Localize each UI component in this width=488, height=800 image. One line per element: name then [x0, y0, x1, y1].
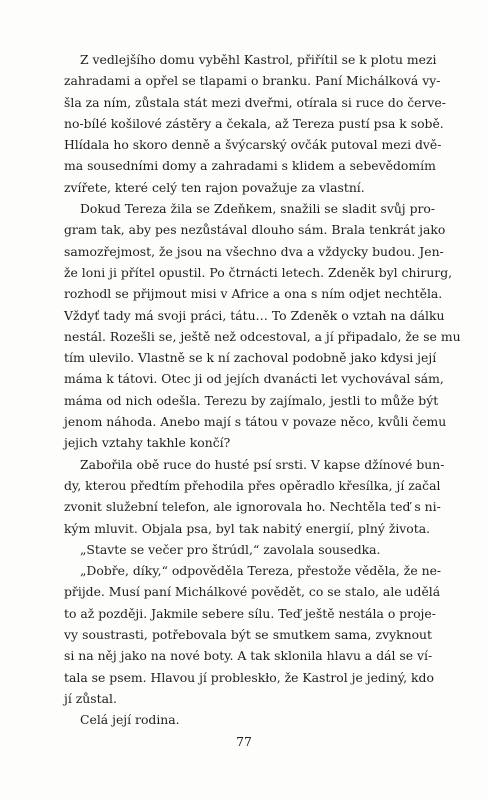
- text-line: jejich vztahy takhle končí?: [64, 435, 231, 451]
- paragraph: [64, 198, 461, 454]
- body-text: [64, 49, 461, 731]
- paragraph: [64, 709, 432, 730]
- text-line: no-bílé košilové zástěry a čekala, až Tereza pustí psa k sobě.: [64, 115, 444, 131]
- text-line: tím ulevilo. Vlastně se k ní zachoval podobně jako kdysi její: [64, 350, 437, 366]
- paragraph: [64, 454, 445, 539]
- text-line: jenom náhoda. Anebo mají s tátou v povaze něco, kvůli čemu: [64, 414, 447, 430]
- text-line: „Dobře, díky,“ odpověděla Tereza, přestože věděla, že ne-: [80, 563, 442, 579]
- text-line: Zabořila obě ruce do husté psí srsti. V kapse džínové bun-: [80, 456, 445, 472]
- text-line: si na něj jako na nové boty. A tak sklonila hlavu a dál se ví-: [64, 648, 433, 664]
- text-line: tala se psem. Hlavou jí probleskło, že Kastrol je jediný, kdo: [64, 669, 434, 685]
- text-line: Celá její rodina.: [80, 712, 180, 728]
- text-line: jí zůstal.: [64, 690, 117, 706]
- text-line: dy, kterou předtím přehodila přes opěradlo křesílka, jí začal: [64, 477, 441, 493]
- page-number: 77: [236, 734, 252, 749]
- text-line: „Stavte se večer pro štrúdl,“ zavolala sousedka.: [80, 541, 381, 557]
- text-line: Z vedlejšího domu vyběhl Kastrol, přiřítil se k plotu mezi: [80, 52, 437, 67]
- text-line: samozřejmost, že jsou na všechno dva a vždycky budou. Jen-: [64, 243, 444, 259]
- text-line: vy soustrasti, potřebovala být se smutkem sama, zvyknout: [64, 627, 432, 643]
- text-line: rozhodl se přijmout misi v Africe a ona s ním odjet nechtěla.: [64, 286, 443, 302]
- text-line: máma od nich odešla. Terezu by zajímalo, jestli to může být: [64, 392, 439, 408]
- text-line: kým mluvit. Objala psa, byl tak nabitý energií, plný života.: [64, 520, 431, 536]
- text-line: gram tak, aby pes nezůstával dlouho sám. Brala tenkrát jako: [64, 222, 446, 238]
- text-line: zahradami a opřel se tlapami o branku. Paní Michálková vy-: [64, 73, 441, 89]
- paragraph: [64, 560, 442, 709]
- text-line: šla za ním, zůstala stát mezi dveřmi, otírala si ruce do červe-: [64, 94, 446, 110]
- text-line: to až později. Jakmile sebere sílu. Teď ještě nestála o proje-: [64, 605, 436, 621]
- text-line: máma k tátovi. Otec ji od jejích dvanácti let vychovával sám,: [64, 371, 444, 387]
- paragraph: [64, 49, 446, 198]
- text-line: nestál. Rozešli se, ještě než odcestoval, a jí připadalo, že se mu: [64, 328, 461, 344]
- text-line: Dokud Tereza žila se Zdeňkem, snažili se sladit svůj pro-: [80, 201, 436, 217]
- text-line: přijde. Musí paní Michálkové povědět, co se stalo, ale udělá: [64, 584, 441, 600]
- text-line: zvonit služební telefon, ale ignorovala ho. Nechtěla teď s ni-: [64, 499, 441, 515]
- text-line: zvířete, které celý ten rajon považuje za vlastní.: [64, 179, 365, 195]
- text-line: Hlídala ho skoro denně a švýcarský ovčák putoval mezi dvě-: [64, 137, 442, 153]
- text-line: ma sousedními domy a zahradami s klidem a sebevědomím: [64, 158, 436, 174]
- text-line: že loni ji přítel opustil. Po čtrnácti letech. Zdeněk byl chirurg,: [64, 264, 453, 280]
- text-line: Vždyť tady má svoji práci, tátu… To Zdeněk o vztah na dálku: [64, 307, 445, 323]
- paragraph: [64, 539, 432, 560]
